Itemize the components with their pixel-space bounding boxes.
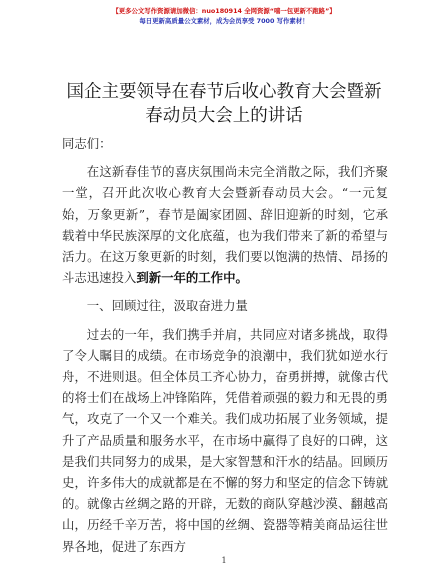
- paragraph-intro-text: 在这新春佳节的喜庆氛围尚未完全消散之际，我们齐聚一堂，召开此次收心教育大会暨新春动员大会。“一元复始，万象更新”，春节是阖家团圆、辞旧迎新的时刻，它承载着中华民族深厚的文化底蕴，也为我们带来了新的希望与活力。在这万象更新的时刻，我们要以饱满的热情、昂扬的斗志迅速投入: [62, 164, 388, 286]
- salutation: 同志们：: [62, 136, 112, 151]
- promo-banner-line-1: 【更多公文写作资源请加微信：nuo180914 全网资源“嘻一包更新不跑路”】: [112, 7, 336, 15]
- document-title: 国企主要领导在春节后收心教育大会暨新春动员大会上的讲话: [66, 82, 382, 126]
- paragraph-review: 过去的一年，我们携手并肩，共同应对诸多挑战，取得了令人瞩目的成绩。在市场竞争的浪潮中，我们犹如逆水行舟，不进则退。但全体员工齐心协力，奋勇拼搏，就像古代的将士们在战场上冲锋陷阵，凭借着顽强的毅力和无畏的勇气，攻克了一个又一个难关。我们成功拓展了业务领域，提升了产品质量和服务水平，在市场中赢得了良好的口碑，这是我们共同努力的成果，是大家智慧和汗水的结晶。回顾历史，许多伟大的成就都是在不懈的努力和坚定的信念下铸就的。就像古丝绸之路的开辟，无数的商队穿越沙漠、翻越高山，历经千辛万苦，将中国的丝绸、瓷器等精美商品运往世界各地，促进了东西方: [62, 326, 388, 554]
- document-body: [62, 133, 388, 557]
- promo-banner-line-2: 每日更新高质量公文素材，成为会员享受 7000 写作素材！: [139, 17, 309, 25]
- section-heading-1: 一、回顾过往，汲取奋进力量: [86, 298, 248, 314]
- paragraph-intro: [62, 161, 388, 288]
- promo-banner: [0, 6, 448, 26]
- page-number: 1: [221, 556, 227, 565]
- paragraph-intro-bold: 到新一年的工作中。: [136, 270, 248, 286]
